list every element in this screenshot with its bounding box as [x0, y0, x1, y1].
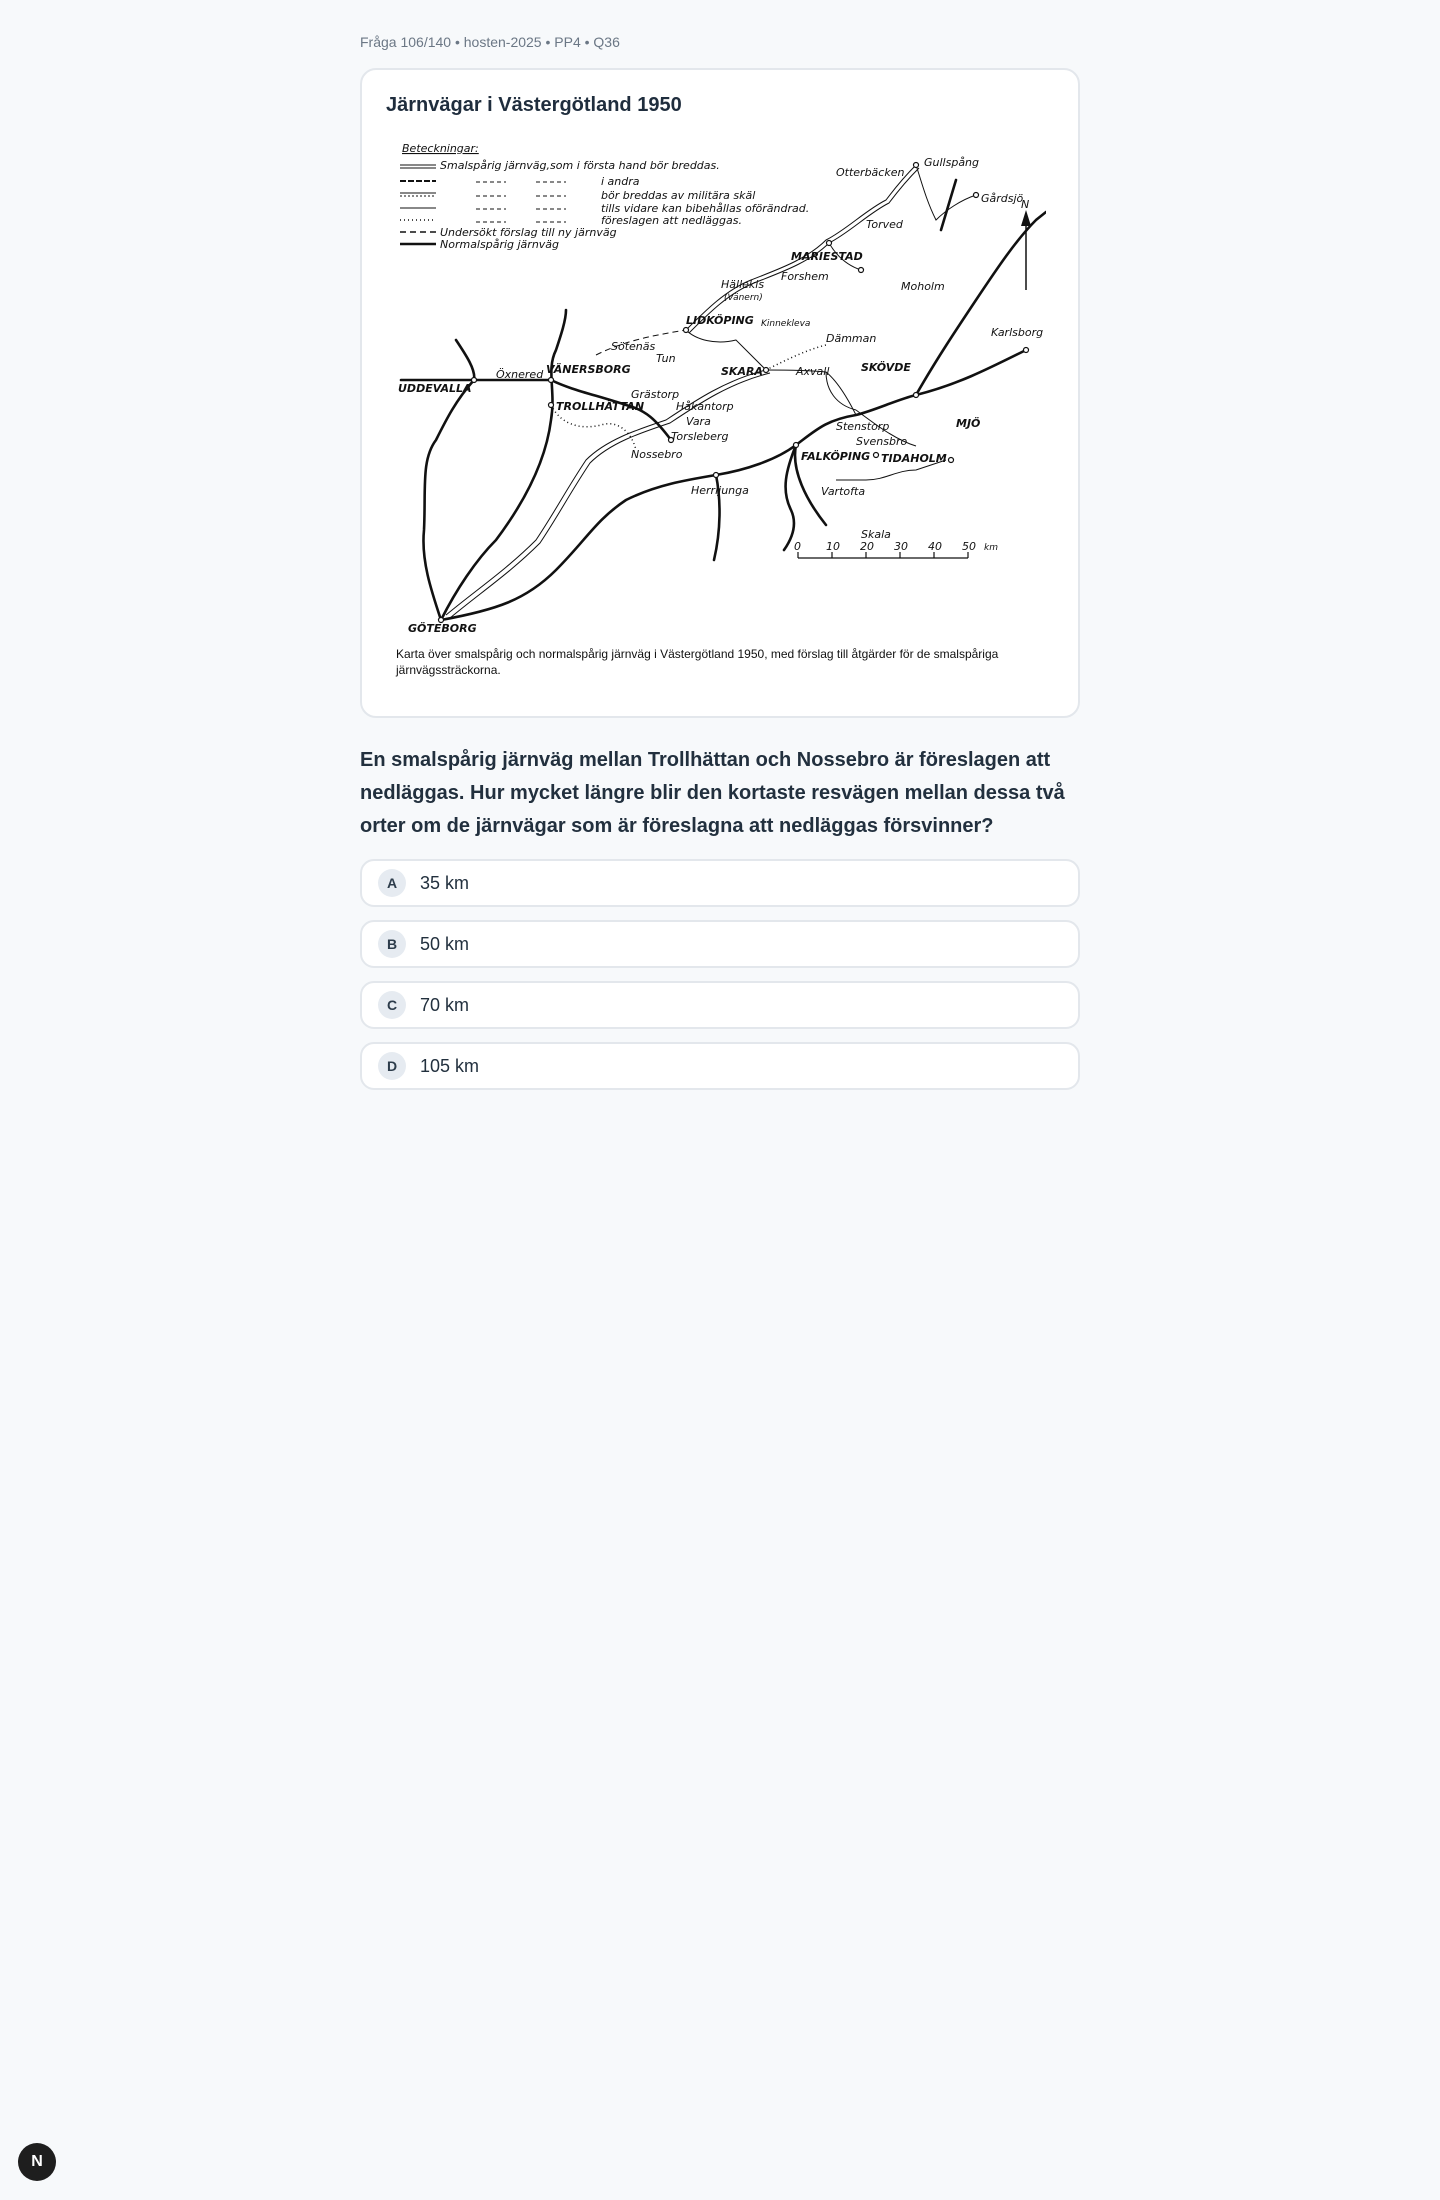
place-hallekis: Hällekis	[721, 278, 765, 291]
figure-title: Järnvägar i Västergötland 1950	[386, 94, 682, 116]
scale-label: Skala	[861, 528, 891, 541]
north-label: N	[1021, 198, 1030, 211]
question-container	[360, 32, 1080, 1103]
figure-card	[360, 68, 1080, 718]
legend-item-1: Smalspårig järnväg,som i första hand bör breddas.	[440, 159, 720, 172]
place-goteborg: GÖTEBORG	[408, 622, 477, 635]
place-karlsborg: Karlsborg	[991, 326, 1044, 339]
scale-tick: 10	[826, 540, 840, 553]
place-mjo: MJÖ	[956, 417, 981, 430]
legend-title: Beteckningar:	[402, 142, 479, 155]
scale-ticks	[794, 540, 976, 553]
place-oxnered: Öxnered	[496, 368, 544, 381]
place-vartofta: Vartofta	[821, 485, 866, 498]
scale-bar	[798, 552, 968, 558]
place-tidaholm: TIDAHOLM	[881, 452, 947, 465]
place-axvall: Axvall	[796, 365, 830, 378]
place-vara: Vara	[686, 415, 711, 428]
scale-tick: 30	[894, 540, 908, 553]
legend-item-5: föreslagen att nedläggas.	[601, 214, 742, 227]
option-text: 70 km	[420, 994, 470, 1015]
option-b[interactable]	[360, 920, 1080, 968]
scale-unit: km	[984, 543, 998, 553]
legend-item-6: Undersökt förslag till ny järnväg	[440, 226, 617, 239]
place-uddevalla: UDDEVALLA	[398, 382, 472, 395]
figure-caption: Karta över smalspårig och normalspårig järnväg i Västergötland 1950, med förslag till åtgärder för de smalspåriga järnvägssträckorna.	[396, 647, 999, 677]
legend-item-4: tills vidare kan bibehållas oförändrad.	[601, 202, 810, 215]
place-trollhattan: TROLLHÄTTAN	[556, 400, 645, 413]
place-gardsjo: Gårdsjö	[981, 192, 1024, 205]
option-d[interactable]	[360, 1042, 1080, 1090]
option-letter: D	[378, 1052, 406, 1080]
option-letter: A	[378, 869, 406, 897]
place-torved: Torved	[866, 218, 903, 231]
place-moholm: Moholm	[901, 280, 945, 293]
place-tun: Tun	[656, 352, 676, 365]
place-torsleberg: Torsleberg	[671, 430, 729, 443]
scale-tick: 40	[928, 540, 942, 553]
place-herrljunga: Herrljunga	[691, 484, 749, 497]
legend-dashes	[476, 182, 566, 222]
place-vanersborg: VÄNERSBORG	[546, 363, 631, 376]
scale-tick: 0	[794, 540, 801, 553]
place-mariestad: MARIESTAD	[791, 250, 863, 263]
place-forshem: Forshem	[781, 270, 829, 283]
place-skara: SKARA	[721, 365, 763, 378]
option-letter: C	[378, 991, 406, 1019]
place-damman: Dämman	[826, 332, 877, 345]
answer-options	[360, 859, 1080, 1090]
place-skovde: SKÖVDE	[861, 361, 911, 374]
scale-tick: 20	[860, 540, 874, 553]
legend-lines	[400, 165, 436, 244]
place-otterbacken: Otterbäcken	[836, 166, 905, 179]
option-a[interactable]	[360, 859, 1080, 907]
place-lidkoping: LIDKÖPING	[686, 314, 754, 327]
floating-n-button[interactable]: N	[18, 2143, 56, 2181]
place-nossebro: Nossebro	[631, 448, 683, 461]
place-hakantorp: Håkantorp	[676, 400, 734, 413]
legend-item-3: bör breddas av militära skäl	[601, 189, 756, 202]
north-arrow-icon	[1021, 210, 1031, 290]
legend-item-2: i andra	[601, 175, 640, 188]
place-grastorp: Grästorp	[631, 388, 680, 401]
place-gullspang: Gullspång	[924, 156, 980, 169]
scale-tick: 50	[962, 540, 976, 553]
place-kinnekleva: Kinnekleva	[761, 319, 811, 329]
place-falkoping: FALKÖPING	[801, 450, 871, 463]
place-vanern: (Vänern)	[724, 293, 763, 303]
place-svensbro: Svensbro	[856, 435, 908, 448]
question-meta: Fråga 106/140 • hosten-2025 • PP4 • Q36	[360, 34, 620, 50]
option-text: 50 km	[420, 933, 470, 954]
option-text: 105 km	[420, 1055, 480, 1076]
railway-map	[396, 140, 1046, 640]
option-letter: B	[378, 930, 406, 958]
option-text: 35 km	[420, 872, 470, 893]
option-c[interactable]	[360, 981, 1080, 1029]
question-text: En smalspårig järnväg mellan Trollhättan och Nossebro är föreslagen att nedläggas. Hur mycket längre blir den kortaste resvägen mellan dessa två orter om de järnvägar som är föreslagna att nedläggas försvinner?	[360, 749, 1065, 837]
place-sotenas: Sötenäs	[611, 340, 656, 353]
legend-item-7: Normalspårig järnväg	[440, 238, 560, 251]
place-stenstorp: Stenstorp	[836, 420, 890, 433]
